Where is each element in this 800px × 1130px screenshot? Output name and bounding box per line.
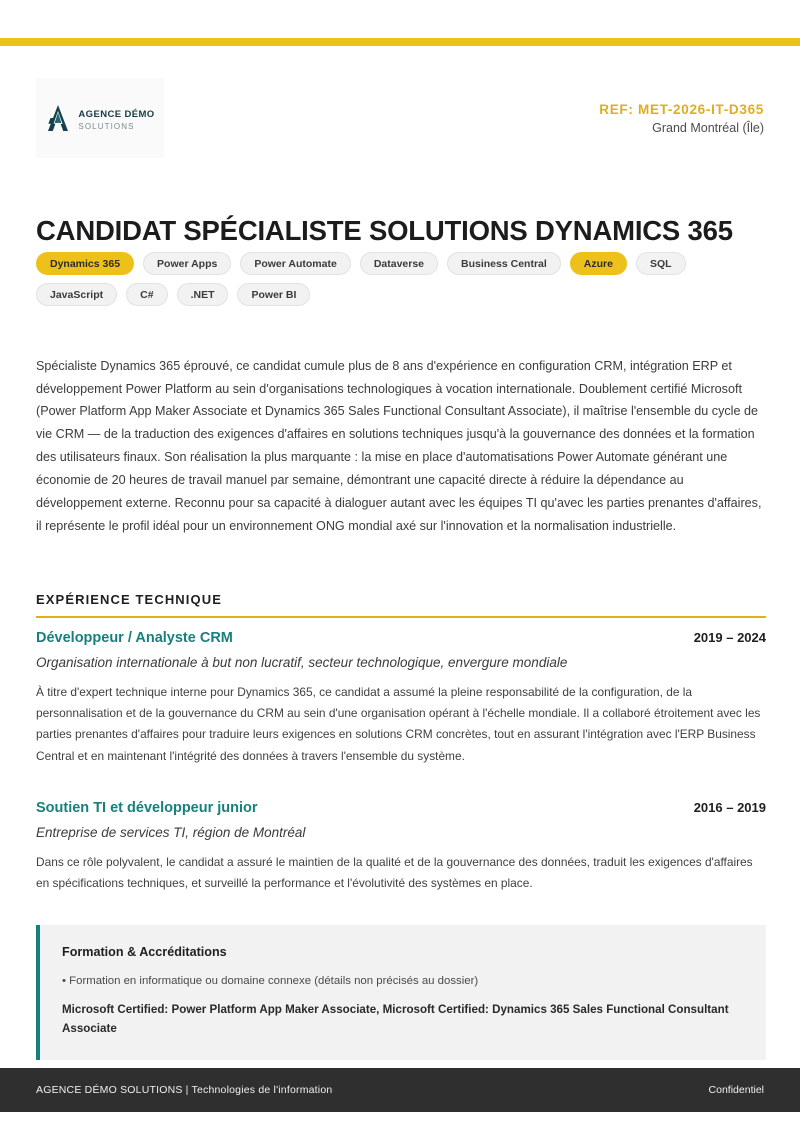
skill-tag-list [36, 252, 766, 306]
entry-role: Soutien TI et développeur junior [36, 800, 258, 816]
experience-entry-2 [36, 800, 766, 894]
section-title-experience: EXPÉRIENCE TECHNIQUE [36, 592, 766, 618]
document-footer [0, 1068, 800, 1112]
formation-title: Formation & Accréditations [62, 945, 227, 959]
mountain-arrow-logo-icon [45, 104, 71, 132]
page-title: CANDIDAT SPÉCIALISTE SOLUTIONS DYNAMICS 365 [36, 215, 733, 247]
skill-tag[interactable]: Power Automate [240, 252, 350, 275]
reference-number: REF: MET-2026-IT-D365 [599, 102, 764, 117]
footer-confidentiality-label: Confidentiel [708, 1084, 764, 1096]
entry-organisation: Organisation internationale à but non lucratif, secteur technologique, envergure mondiale [36, 655, 568, 670]
skill-tag[interactable]: Azure [570, 252, 627, 275]
skill-tag[interactable]: Business Central [447, 252, 561, 275]
document-header [36, 78, 764, 158]
formation-certifications: Microsoft Certified: Power Platform App Maker Associate, Microsoft Certified: Dynamics 365 Sales Functional Consultant Associate [62, 1003, 729, 1035]
skill-tag[interactable]: C# [126, 283, 167, 306]
experience-entry-1 [36, 630, 766, 767]
entry-description: À titre d'expert technique interne pour Dynamics 365, ce candidat a assumé la pleine responsabilité de la configuration, de la personnalisation et de la gouvernance du CRM au sein d'une organisation opérant à l'échelle mondiale. Il a collaboré étroitement avec les parties prenantes d'affaires pour traduire leurs exigences en solutions CRM concrètes, tout en assurant l'intégration avec l'ERP Business Central et en maintenant l'intégrité des données à travers l'ensemble du système. [36, 685, 761, 763]
header-reference-block [599, 78, 764, 135]
entry-organisation: Entreprise de services TI, région de Montréal [36, 825, 306, 840]
region-label: Grand Montréal (Île) [652, 121, 764, 135]
footer-company-label: AGENCE DÉMO SOLUTIONS | Technologies de l'information [36, 1084, 333, 1096]
candidate-summary: Spécialiste Dynamics 365 éprouvé, ce candidat cumule plus de 8 ans d'expérience en configuration CRM, intégration ERP et développement Power Platform au sein d'organisations technologiques à vocation internationale. Doublement certifié Microsoft (Power Platform App Maker Associate et Dynamics 365 Sales Functional Consultant Associate), il maîtrise l'ensemble du cycle de vie CRM — de la traduction des exigences d'affaires en solutions techniques jusqu'à la gouvernance des données et la formation des utilisateurs finaux. Son réalisation la plus marquante : la mise en place d'automatisations Power Automate générant une économie de 20 heures de travail manuel par semaine, démontrant une capacité directe à réduire la dépendance au développement externe. Reconnu pour sa capacité à dialoguer autant avec les équipes TI qu'avec les parties prenantes d'affaires, il représente le profil idéal pour un environnement ONG mondial axé sur l'innovation et la normalisation industrielle. [36, 358, 762, 533]
skill-tag[interactable]: JavaScript [36, 283, 117, 306]
formation-bullet-item: • Formation en informatique ou domaine connexe (détails non précisés au dossier) [62, 975, 479, 987]
experience-section-header [36, 592, 766, 618]
formation-accreditations-box [36, 925, 766, 1060]
company-logo [36, 78, 164, 158]
entry-dates: 2019 – 2024 [693, 630, 766, 645]
top-accent-bar [0, 38, 800, 46]
logo-subtitle: SOLUTIONS [78, 121, 135, 131]
skill-tag[interactable]: SQL [636, 252, 686, 275]
skill-tag[interactable]: Dataverse [360, 252, 438, 275]
skill-tag[interactable]: .NET [177, 283, 229, 306]
entry-role: Développeur / Analyste CRM [36, 630, 233, 646]
skill-tag[interactable]: Power Apps [143, 252, 231, 275]
skill-tag[interactable]: Power BI [237, 283, 310, 306]
entry-dates: 2016 – 2019 [693, 800, 766, 815]
logo-title: AGENCE DÉMO [78, 108, 155, 120]
entry-description: Dans ce rôle polyvalent, le candidat a assuré le maintien de la qualité et de la gouvernance des données, traduit les exigences d'affaires en spécifications techniques, et surveillé la performance et l'évolutivité des systèmes en place. [36, 855, 753, 891]
skill-tag[interactable]: Dynamics 365 [36, 252, 134, 275]
